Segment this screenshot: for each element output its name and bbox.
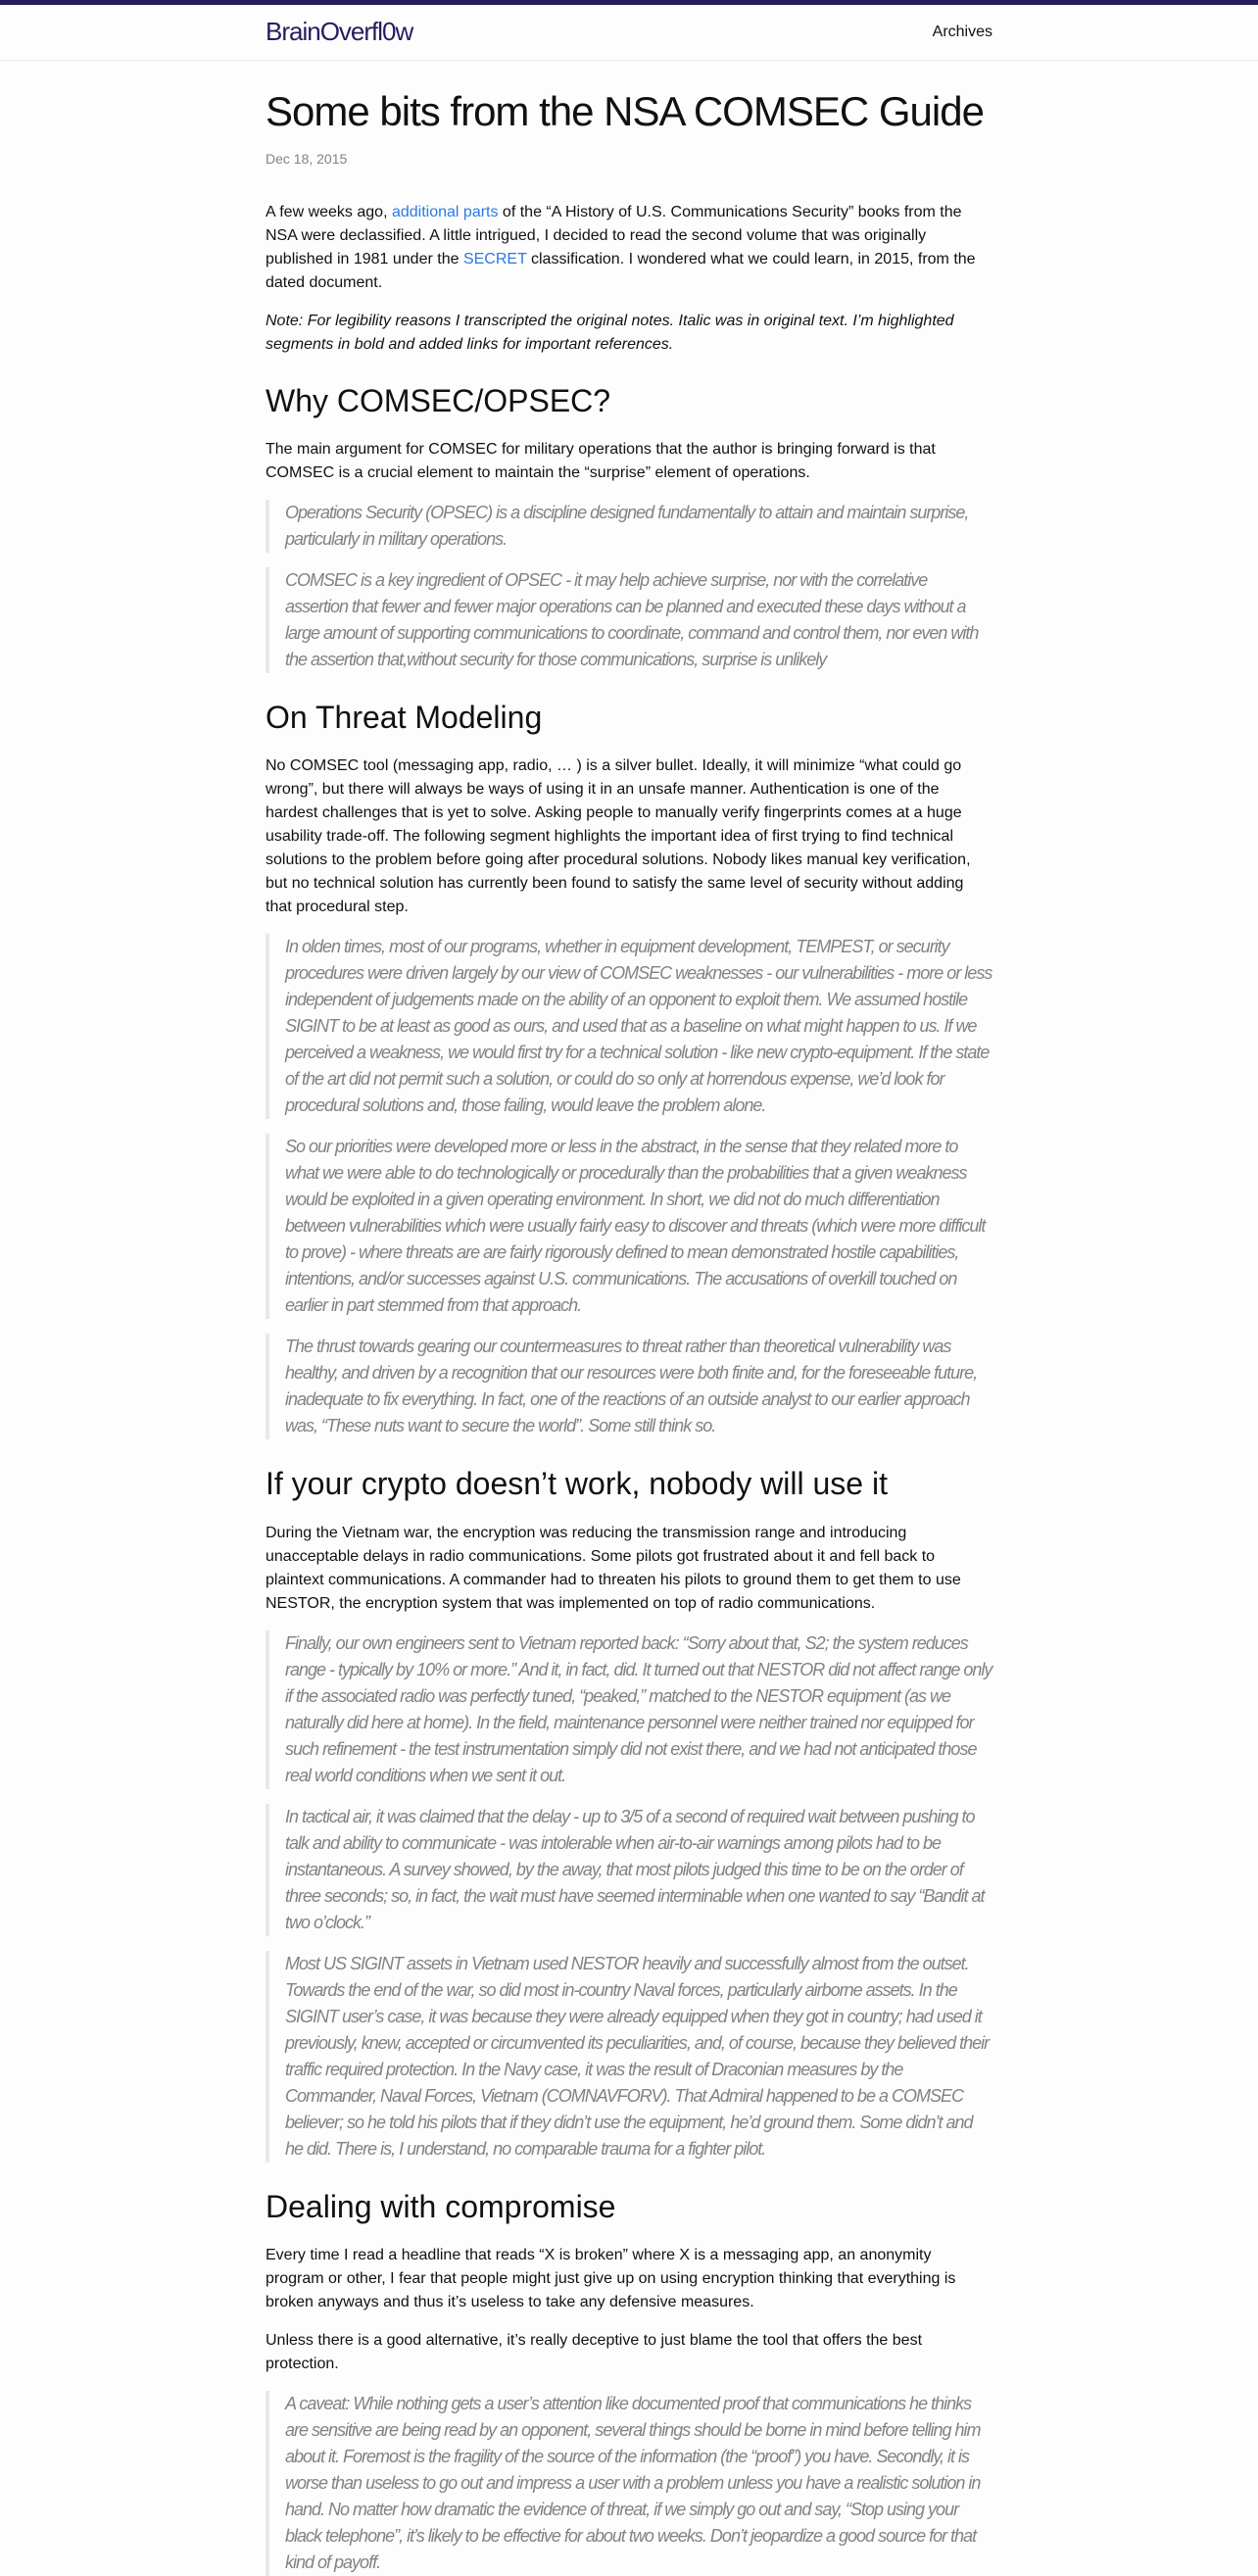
compromise-paragraph-2: Unless there is a good alternative, it’s really deceptive to just blame the tool that offers the best protection.	[266, 2331, 923, 2372]
heading-crypto-usability: If your crypto doesn’t work, nobody will use it	[266, 1466, 888, 1502]
site-nav	[933, 21, 992, 44]
additional-parts-link[interactable]: additional parts	[391, 204, 499, 221]
why-paragraph: The main argument for COMSEC for military operations that the author is bringing forward is that COMSEC is a crucial element to maintain the “surprise” element of operations.	[266, 441, 936, 482]
heading-threat-modeling: On Threat Modeling	[266, 700, 543, 736]
transcription-note: Note: For legibility reasons I transcripted the original notes. Italic was in original text. I’m highlighted segments in bold and added links for important references.	[266, 313, 954, 354]
post-title: Some bits from the NSA COMSEC Guide	[266, 88, 984, 134]
post-content	[266, 201, 992, 2576]
threat-quote-3: The thrust towards gearing our countermeasures to threat rather than theoretical vulnerability was healthy, and driven by a recognition that our resources were both finite and, for the foreseeable future, inadequate to fix everything. In fact, one of the reactions of an outside analyst to our earlier approach was, “These nuts want to secure the world”. Some still think so.	[266, 1334, 992, 1439]
threat-quote-2: So our priorities were developed more or less in the abstract, in the sense that they related more to what we were able to do technologically or procedurally than the probabilities that a given weakness would be exploited in a given operating environment. In short, we did not do much differentiation between vulnerabilities which were usually fairly easy to discover and threats (which were more difficult to prove) - where threats are are fairly rigorously defined to mean demonstrated hostile capabilities, intentions, and/or successes against U.S. communications. The accusations of overkill touched on earlier in part stemmed from that approach.	[266, 1134, 992, 1319]
post	[266, 90, 992, 2576]
intro-text-1: A few weeks ago,	[266, 204, 392, 221]
heading-dealing-with-compromise: Dealing with compromise	[266, 2188, 616, 2224]
threat-paragraph: No COMSEC tool (messaging app, radio, … ) is a silver bullet. Ideally, it will minimize “what could go wrong”, but there will always be ways of using it in an unsafe manner. Authentication is one of the hardest challenges that is yet to solve. Asking people to manually verify fingerprints comes at a huge usability trade-off. The following segment highlights the important idea of first trying to find technical solutions to the problem before going after procedural solutions. Nobody likes manual key verification, but no technical solution has currently been found to satisfy the same level of security without adding that procedural step.	[266, 757, 971, 916]
intro-text-2: of the “A History of U.S. Communications Security” books from the NSA were declassified. A little intrigued, I decided to read the second volume that was originally published in 1981 under the	[266, 204, 962, 268]
crypto-quote-2: In tactical air, it was claimed that the delay - up to 3/5 of a second of required wait between pushing to talk and ability to communicate - was intolerable when air-to-air warnings among pilots had to be instantaneous. A survey showed, by the away, that most pilots judged this time to be on the order of three seconds; so, in fact, the wait must have seemed interminable when one wanted to say “Bandit at two o’clock.”	[266, 1804, 992, 1936]
heading-why-comsec: Why COMSEC/OPSEC?	[266, 383, 611, 419]
crypto-quote-3: Most US SIGINT assets in Vietnam used NESTOR heavily and successfully almost from the outset. Towards the end of the war, so did most in-country Naval forces, particularly airborne assets. In the SIGINT user’s case, it was because they were already equipped when they got in country; had used it previously, knew, accepted or circumvented its peculiarities, and, of course, because they believed their traffic required protection. In the Navy case, it was the result of Draconian measures by the Commander, Naval Forces, Vietnam (COMNAVFORV). That Admiral happened to be a COMSEC believer; so he told his pilots that if they didn’t use the equipment, he’d ground them. Some didn’t and he did. There is, I understand, no comparable trauma for a fighter pilot.	[266, 1951, 992, 2163]
why-quote-2: COMSEC is a key ingredient of OPSEC - it may help achieve surprise, nor with the correlative assertion that fewer and fewer major operations can be planned and executed these days without a large amount of supporting communications to coordinate, command and control them, nor even with the assertion that,without security for those communications, surprise is unlikely	[266, 567, 992, 673]
post-header	[266, 90, 992, 170]
site-title-link[interactable]: BrainOverfl0w	[266, 17, 413, 46]
compromise-paragraph-1: Every time I read a headline that reads “X is broken” where X is a messaging app, an anonymity program or other, I fear that people might just give up on using encryption thinking that everything is broken anyways and thus it’s useless to take any defensive measures.	[266, 2246, 956, 2310]
why-quote-1: Operations Security (OPSEC) is a discipline designed fundamentally to attain and maintain surprise, particularly in military operations.	[266, 500, 992, 553]
threat-quote-1: In olden times, most of our programs, whether in equipment development, TEMPEST, or security procedures were driven largely by our view of COMSEC weaknesses - our vulnerabilities - more or less independent of judgements made on the ability of an opponent to exploit them. We assumed hostile SIGINT to be at least as good as ours, and used that as a baseline on what might happen to us. If we perceived a weakness, we would first try for a technical solution - like new crypto-equipment. If the state of the art did not permit such a solution, or could do so only at horrendous expense, we’d look for procedural solutions and, those failing, would leave the problem alone.	[266, 934, 992, 1119]
post-date: Dec 18, 2015	[266, 151, 348, 168]
nav-archives-link[interactable]: Archives	[932, 24, 992, 40]
intro-text-3: classification. I wondered what we could learn, in 2015, from the dated document.	[266, 251, 976, 292]
page-content	[266, 90, 992, 2576]
intro-paragraph	[266, 201, 992, 295]
crypto-quote-1: Finally, our own engineers sent to Vietnam reported back: “Sorry about that, S2; the system reduces range - typically by 10% or more.” And it, in fact, did. It turned out that NESTOR did not affect range only if the associated radio was perfectly tuned, “peaked,” matched to the NESTOR equipment (as we naturally did here at home). In the field, maintenance personnel were neither trained nor equipped for such refinement - the test instrumentation simply did not exist there, and we had not anticipated those real world conditions when we sent it out.	[266, 1630, 992, 1789]
site-header	[0, 0, 1258, 61]
compromise-quote-1: A caveat: While nothing gets a user’s attention like documented proof that communications he thinks are sensitive are being read by an opponent, several things should be borne in mind before telling him about it. Foremost is the fragility of the source of the information (the “proof”) you have. Secondly, it is worse than useless to go out and impress a user with a problem unless you have a realistic solution in hand. No matter how dramatic the evidence of threat, if we simply go out and say, “Stop using your black telephone”, it’s likely to be effective for about two weeks. Don’t jeopardize a good source for that kind of payoff.	[266, 2391, 992, 2576]
secret-link[interactable]: SECRET	[462, 251, 527, 268]
crypto-paragraph: During the Vietnam war, the encryption was reducing the transmission range and introducing unacceptable delays in radio communications. Some pilots got frustrated about it and fell back to plaintext communications. A commander had to threaten his pilots to ground them to get them to use NESTOR, the encryption system that was implemented on top of radio communications.	[266, 1524, 961, 1612]
